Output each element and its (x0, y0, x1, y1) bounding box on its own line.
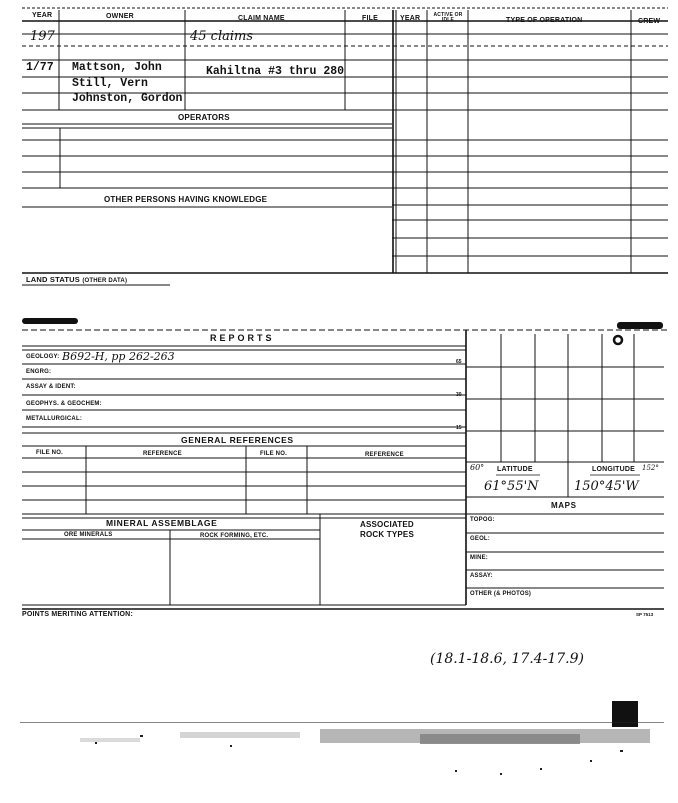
ref-file-no-1: FILE NO. (36, 450, 63, 456)
assay-map-label: ASSAY: (470, 573, 493, 579)
associated-label: ASSOCIATED (360, 520, 414, 529)
latitude-value: 61°55'N (484, 479, 539, 494)
margin-number-65: 65 (456, 359, 462, 365)
row1-year: 197 (30, 29, 55, 44)
reports-heading: REPORTS (210, 333, 275, 343)
maps-heading: MAPS (551, 501, 577, 510)
operators-heading: OPERATORS (178, 113, 230, 122)
geology-value: B692-H, pp 262-263 (62, 350, 175, 363)
margin-number-30: 30 (456, 392, 462, 398)
ore-minerals-label: ORE MINERALS (64, 532, 113, 538)
geophys-label: GEOPHYS. & GEOCHEM: (26, 401, 102, 407)
crew-header: CREW (638, 18, 661, 25)
general-references-heading: GENERAL REFERENCES (181, 435, 294, 445)
rock-forming-label: ROCK FORMING, ETC. (200, 533, 269, 539)
latitude-label: LATITUDE (497, 466, 533, 473)
assay-ident-label: ASSAY & IDENT: (26, 384, 76, 390)
type-of-operation-header: TYPE OF OPERATION (506, 17, 583, 24)
ref-reference-2: REFERENCE (365, 452, 404, 458)
row2-year: 1/77 (26, 61, 54, 74)
file-header: FILE (362, 15, 378, 22)
land-status-heading: LAND STATUS (OTHER DATA) (26, 275, 128, 284)
footer-note: (18.1-18.6, 17.4-17.9) (430, 651, 584, 667)
claim-name-header: CLAIM NAME (238, 15, 285, 22)
owner-header: OWNER (106, 13, 134, 20)
rock-types-label: ROCK TYPES (360, 530, 415, 539)
margin-number-15: 15 (456, 425, 462, 431)
engrg-label: ENGRG: (26, 369, 52, 375)
lat-prefix: 60° (470, 463, 485, 472)
other-photos-label: OTHER (& PHOTOS) (470, 591, 532, 597)
lon-suffix: 152° (642, 464, 659, 472)
geol-label: GEOL: (470, 536, 490, 542)
year2-header: YEAR (400, 15, 421, 22)
topog-label: TOPOG: (470, 517, 495, 523)
year-header: YEAR (32, 12, 53, 19)
owner-2: Still, Vern (72, 77, 148, 90)
geology-label: GEOLOGY: (26, 354, 60, 360)
mine-label: MINE: (470, 555, 488, 561)
form-number: SP 7513 (636, 612, 654, 617)
ref-reference-1: REFERENCE (143, 451, 182, 457)
ref-file-no-2: FILE NO. (260, 451, 287, 457)
metallurgical-label: METALLURGICAL: (26, 416, 83, 422)
other-persons-heading: OTHER PERSONS HAVING KNOWLEDGE (104, 195, 268, 204)
active-or-idle-header: ACTIVE OR IDLE (433, 12, 463, 23)
points-meriting-label: POINTS MERITING ATTENTION: (22, 611, 133, 618)
owner-1: Mattson, John (72, 61, 162, 74)
claim-name-value: Kahiltna #3 thru 280 (206, 65, 345, 78)
row1-claims: 45 claims (190, 29, 254, 44)
longitude-value: 150°45'W (574, 479, 639, 494)
owner-3: Johnston, Gordon (72, 92, 183, 105)
mineral-assemblage-heading: MINERAL ASSEMBLAGE (106, 518, 218, 528)
longitude-label: LONGITUDE (592, 466, 636, 473)
